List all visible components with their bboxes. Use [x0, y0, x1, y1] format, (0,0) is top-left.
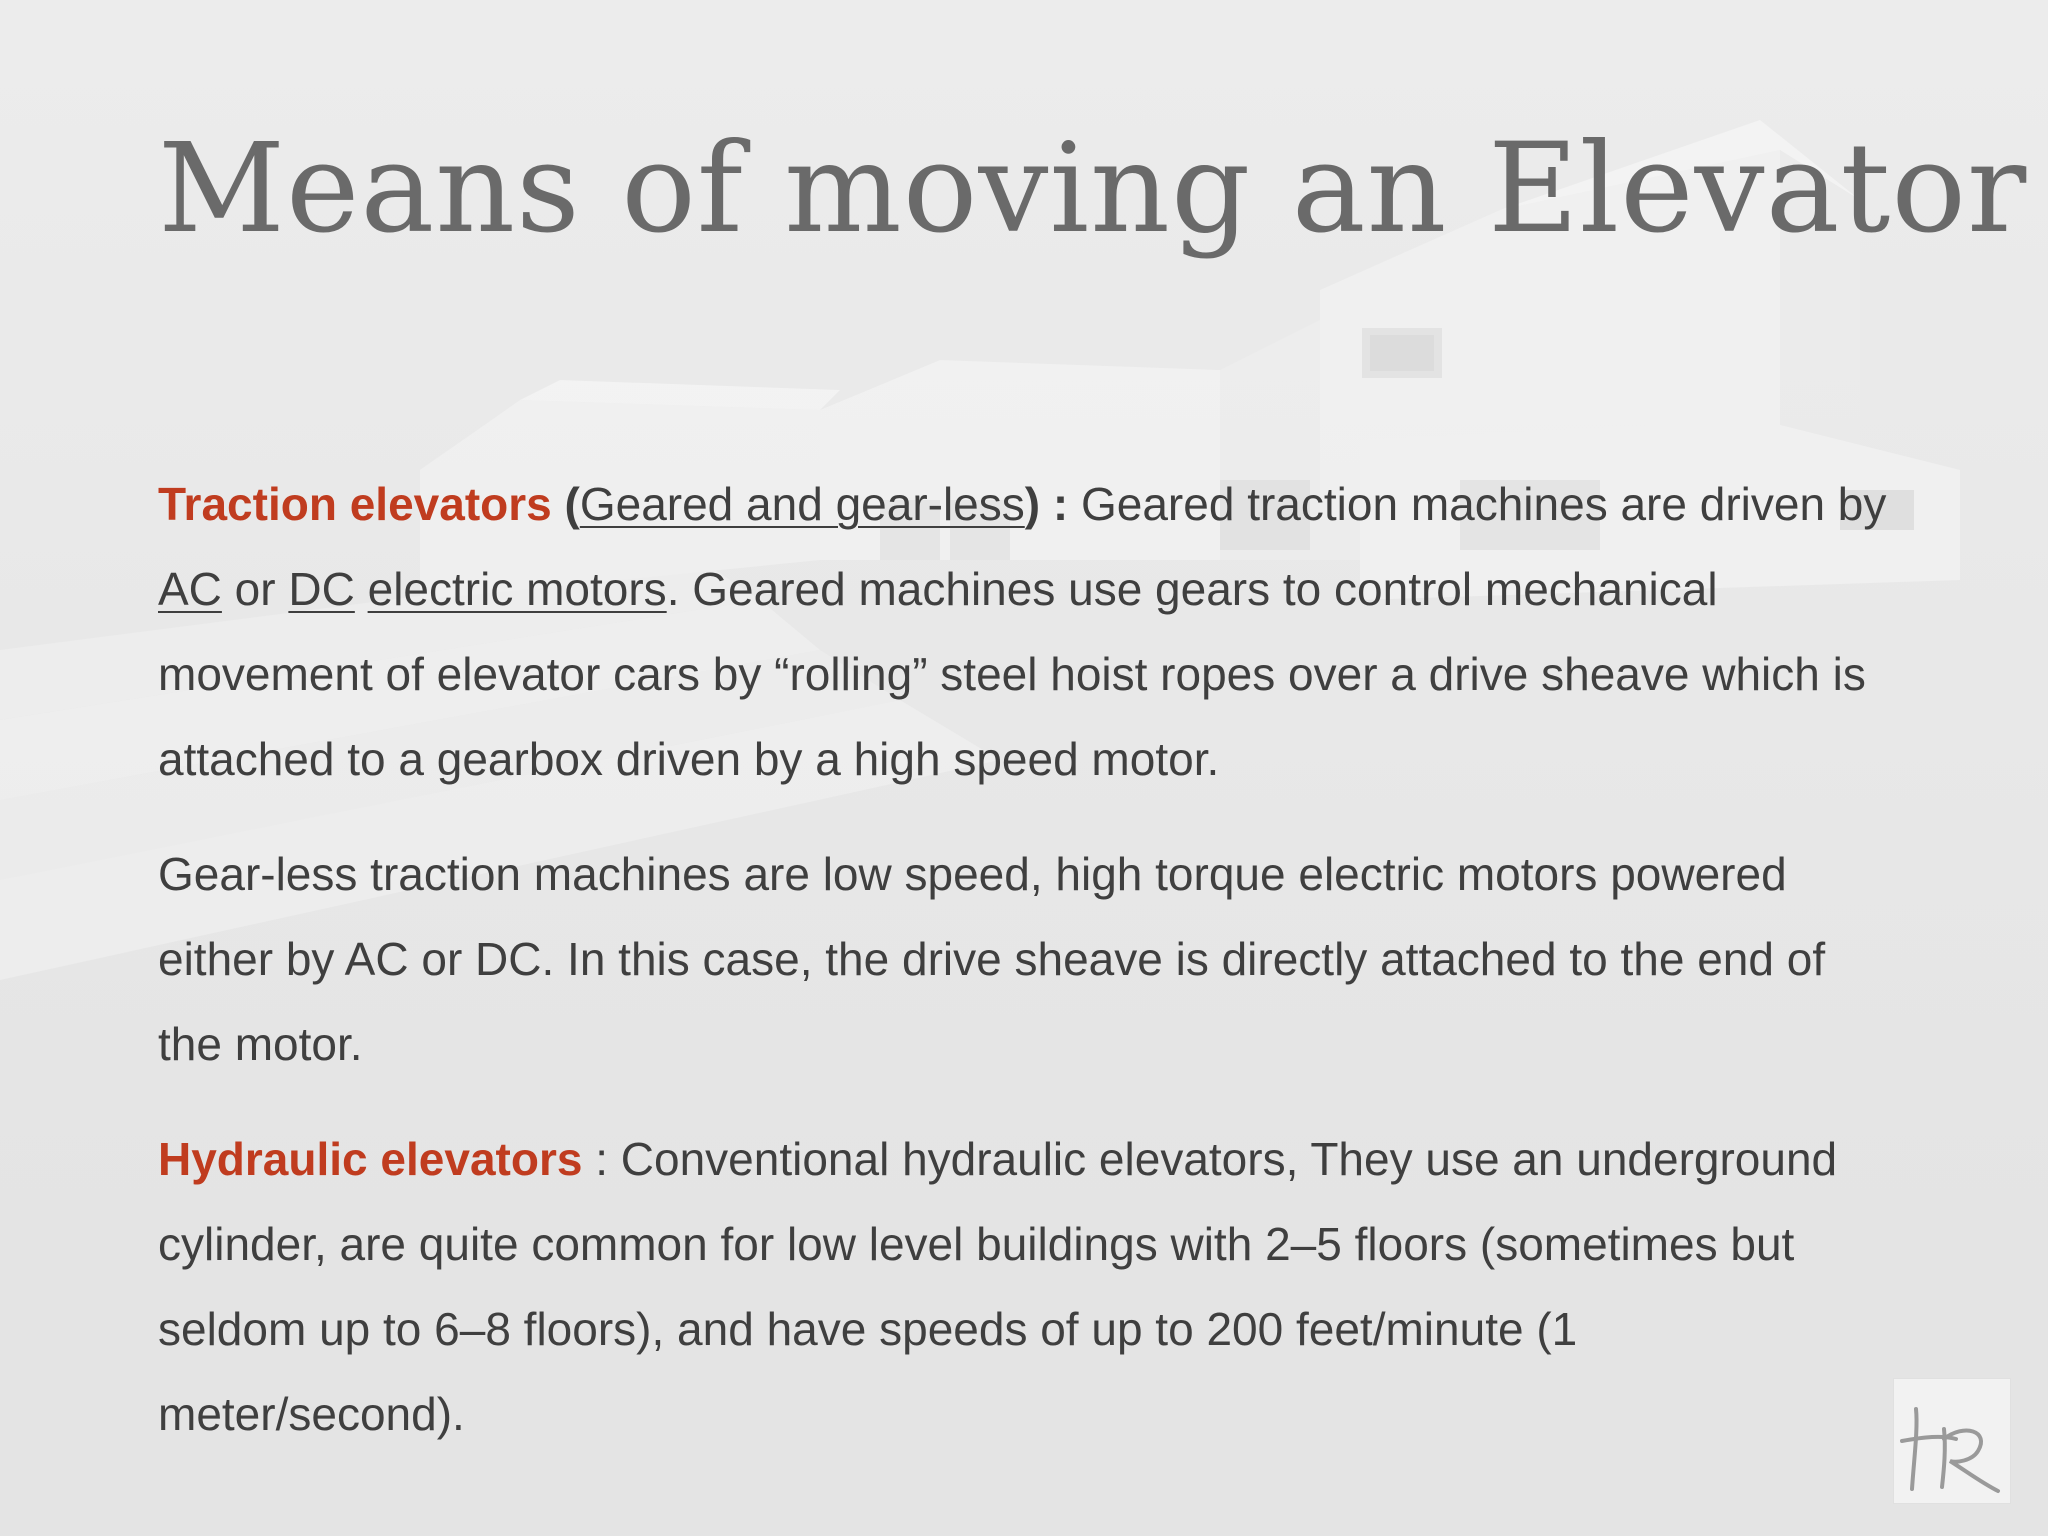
slide-title: Means of moving an Elevator	[158, 117, 2028, 261]
paragraph-gearless: Gear-less traction machines are low speed, high torque electric motors powered either by AC or DC. In this case, the drive sheave is directly attached to the end of the motor.	[158, 848, 1826, 1070]
slide-body	[158, 462, 1890, 1487]
paragraph-hydraulic	[158, 1117, 1890, 1457]
geared-gearless-term: Geared and gear-less	[579, 478, 1025, 530]
paragraph-traction	[158, 462, 1890, 802]
colon-separator: :	[1040, 478, 1081, 530]
or-word: or	[221, 563, 289, 615]
hr-signature-logo-icon	[1893, 1378, 2011, 1504]
electric-motors-term: electric motors	[367, 563, 667, 615]
hydraulic-elevators-label: Hydraulic elevators	[158, 1133, 583, 1185]
traction-text-1: Geared traction machines are driven by	[1080, 478, 1887, 530]
open-paren: (	[551, 478, 580, 530]
close-paren: )	[1024, 478, 1041, 530]
space	[355, 563, 368, 615]
traction-elevators-label: Traction elevators	[158, 478, 552, 530]
dc-term: DC	[288, 563, 355, 615]
hydraulic-text: : Conventional hydraulic elevators, They use an underground cylinder, are quite common for low level buildings with 2–5 floors (sometimes but seldom up to 6–8 floors), and have speeds of up to 200 feet/minute (1 meter/second).	[158, 1133, 1838, 1440]
traction-text-2: . Geared machines use gears to control mechanical movement of elevator cars by “rolling” steel hoist ropes over a drive sheave which is attached to a gearbox driven by a high speed motor.	[158, 563, 1866, 785]
ac-term: AC	[158, 563, 222, 615]
